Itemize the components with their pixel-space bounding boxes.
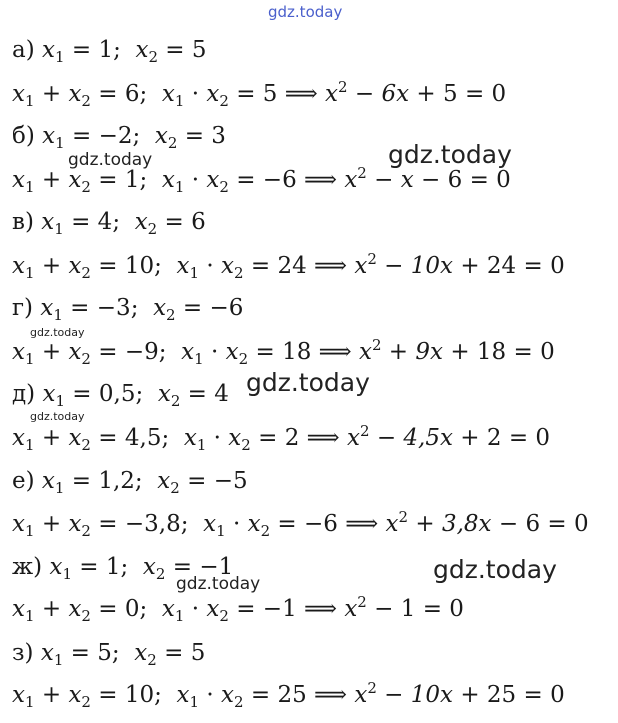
watermark: gdz.today bbox=[30, 326, 85, 339]
equation-line-g: $x_1 + x_2 = -9$; $x_1 \cdot x_2 = 18$ ⟹ $x^2 + 9x + 18 = 0$ bbox=[12, 336, 555, 368]
roots-line-zh: ж) $x_1 = 1$; $x_2 = -1$ bbox=[12, 554, 234, 583]
watermark: gdz.today bbox=[246, 368, 370, 397]
equation-line-a: $x_1 + x_2 = 6$; $x_1 \cdot x_2 = 5$ ⟹ $x^2 - 6x + 5 = 0$ bbox=[12, 78, 507, 110]
watermark: gdz.today bbox=[433, 555, 557, 584]
equation-line-z: $x_1 + x_2 = 10$; $x_1 \cdot x_2 = 25$ ⟹ $x^2 - 10x + 25 = 0$ bbox=[12, 679, 565, 711]
roots-line-d: д) $x_1 = 0,5$; $x_2 = 4$ bbox=[12, 381, 229, 410]
watermark: gdz.today bbox=[30, 410, 85, 423]
watermark-top: gdz.today bbox=[268, 3, 343, 21]
roots-line-b: б) $x_1 = -2$; $x_2 = 3$ bbox=[12, 123, 226, 152]
roots-line-z: з) $x_1 = 5$; $x_2 = 5$ bbox=[12, 640, 206, 669]
roots-line-a: а) $x_1 = 1$; $x_2 = 5$ bbox=[12, 37, 207, 66]
watermark: gdz.today bbox=[176, 574, 261, 594]
equation-line-e: $x_1 + x_2 = -3,8$; $x_1 \cdot x_2 = -6$ ⟹ $x^2 + 3,8x - 6 = 0$ bbox=[12, 508, 589, 540]
equation-line-zh: $x_1 + x_2 = 0$; $x_1 \cdot x_2 = -1$ ⟹ $x^2 - 1 = 0$ bbox=[12, 593, 464, 625]
equation-line-v: $x_1 + x_2 = 10$; $x_1 \cdot x_2 = 24$ ⟹ $x^2 - 10x + 24 = 0$ bbox=[12, 250, 565, 282]
equation-line-d: $x_1 + x_2 = 4,5$; $x_1 \cdot x_2 = 2$ ⟹ $x^2 - 4,5x + 2 = 0$ bbox=[12, 422, 551, 454]
equation-line-b: $x_1 + x_2 = 1$; $x_1 \cdot x_2 = -6$ ⟹ $x^2 - x - 6 = 0$ bbox=[12, 164, 511, 196]
roots-line-v: в) $x_1 = 4$; $x_2 = 6$ bbox=[12, 209, 206, 238]
roots-line-e: е) $x_1 = 1,2$; $x_2 = -5$ bbox=[12, 468, 248, 497]
watermark: gdz.today bbox=[68, 150, 153, 170]
roots-line-g: г) $x_1 = -3$; $x_2 = -6$ bbox=[12, 295, 244, 324]
watermark: gdz.today bbox=[388, 140, 512, 169]
